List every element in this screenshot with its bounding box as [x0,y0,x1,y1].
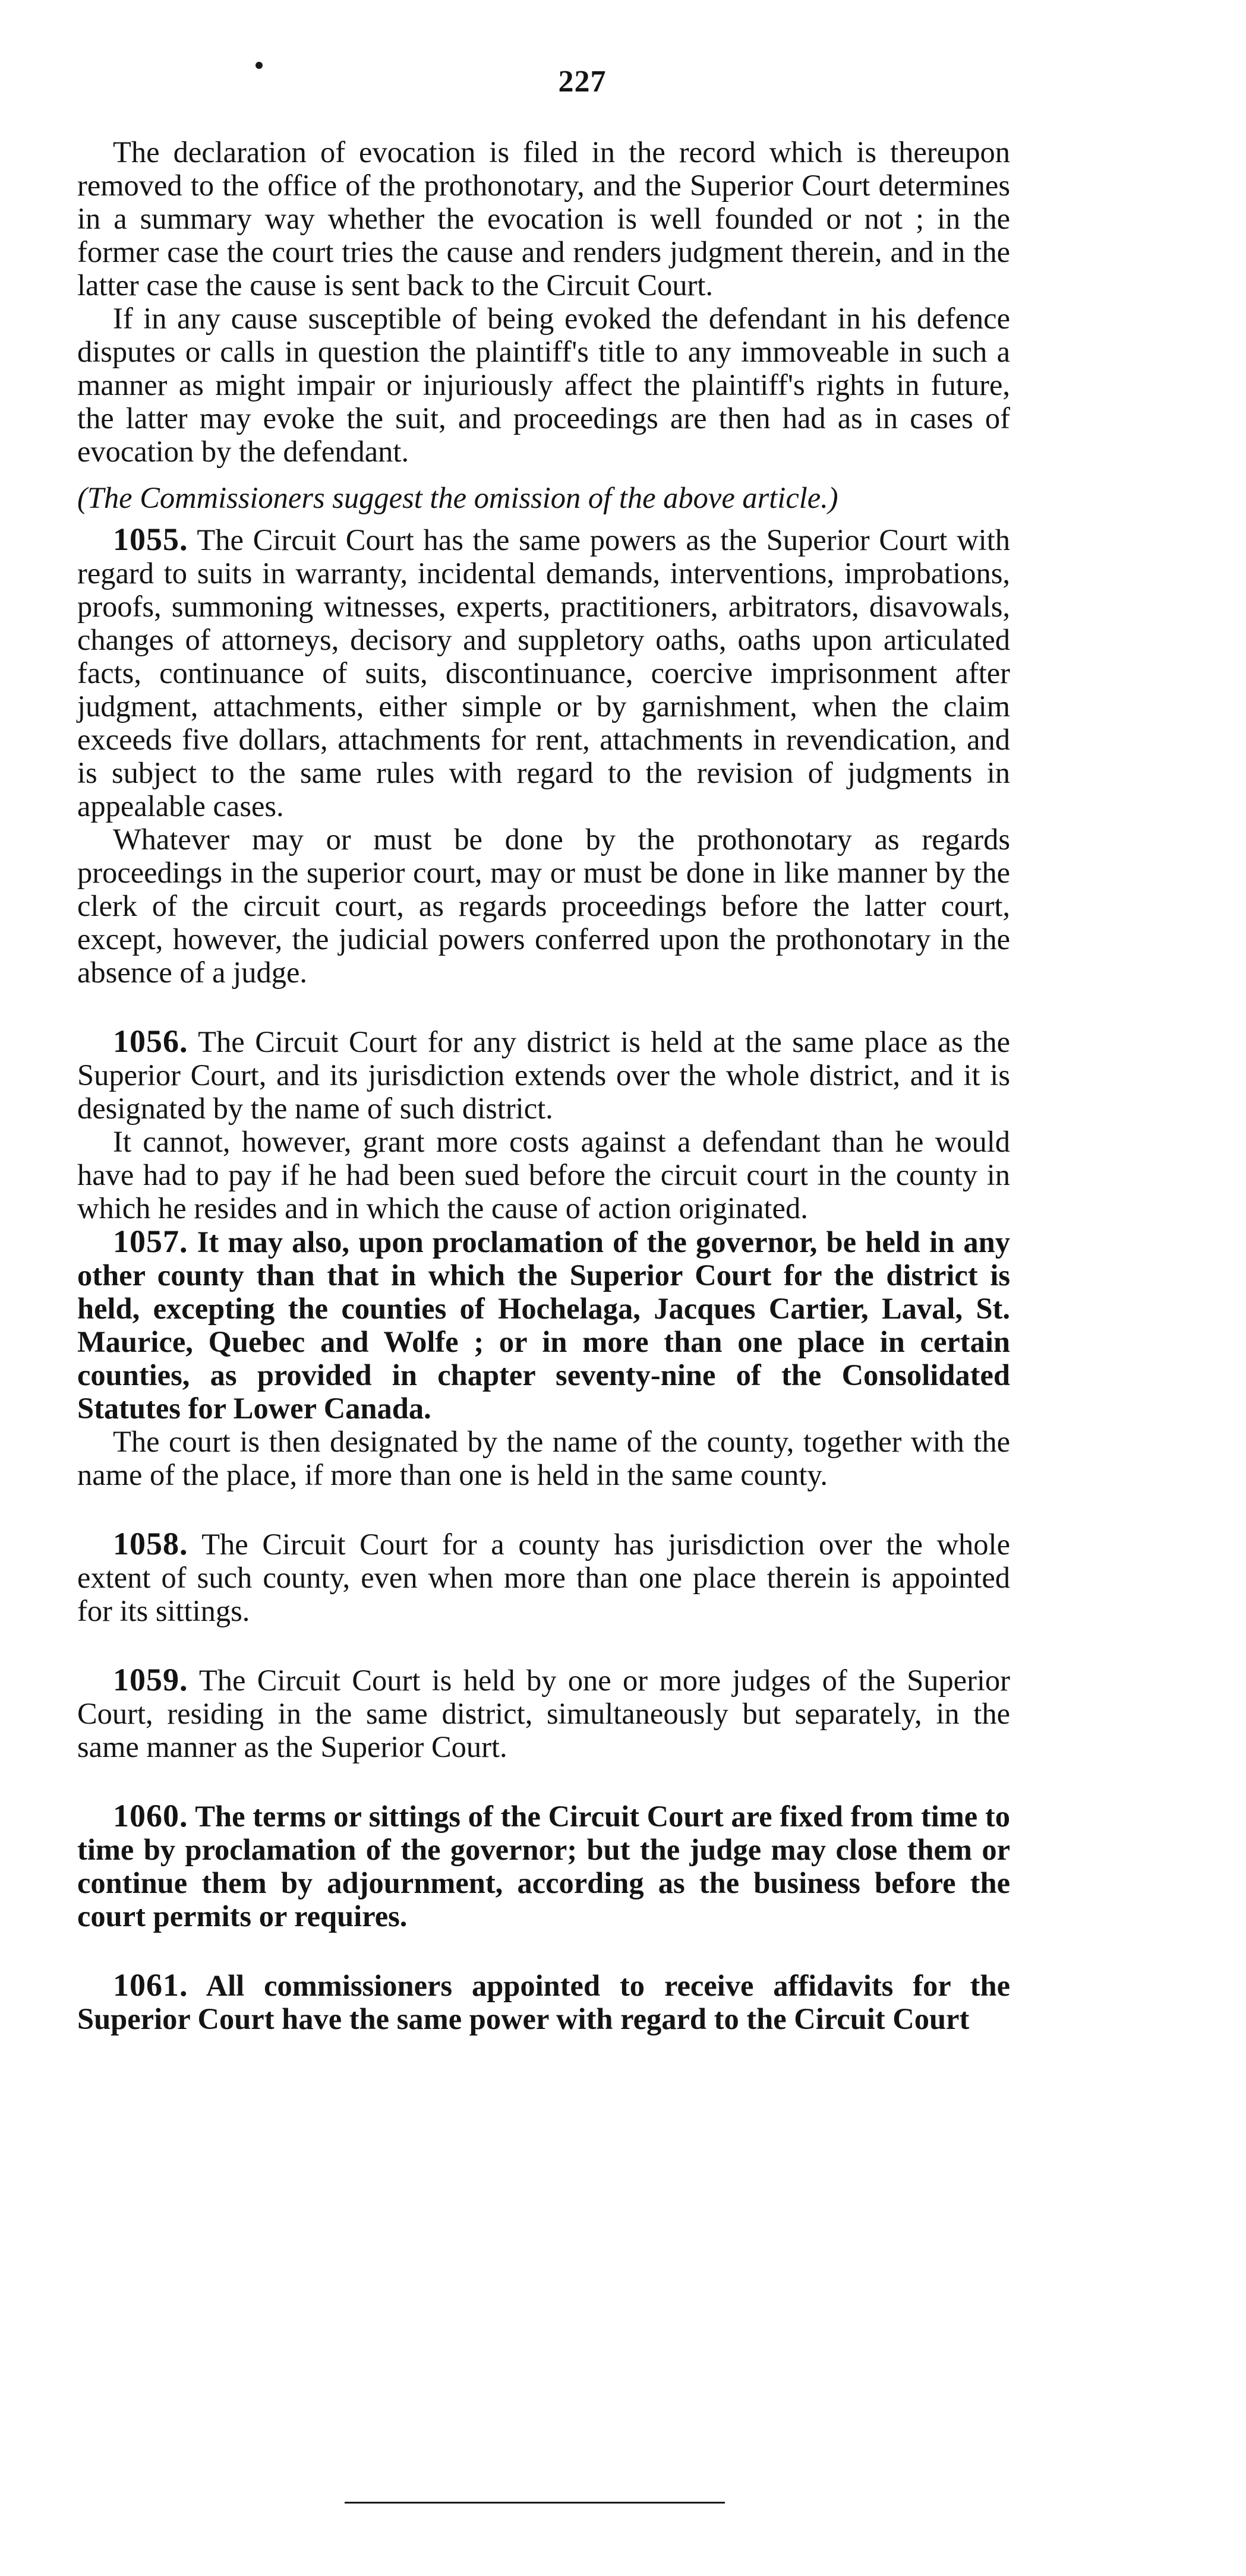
article-1061 [77,1968,1010,2035]
article-text: All commissioners appointed to receive affidavits for the Superior Court have the same power with regard to the Circuit Court [77,1969,1010,2035]
article-text: The Circuit Court is held by one or more judges of the Superior Court, residing in the same district, simultaneously but separately, in the same manner as the Superior Court. [77,1664,1010,1763]
article-1055 [77,523,1010,823]
article-1060 [77,1799,1010,1933]
paragraph-plaintiff-evoke: If in any cause susceptible of being evoked the defendant in his defence disputes or calls in question the plaintiff's title to any immoveable in such a manner as might impair or injuriously affect the plaintiff's rights in future, the latter may evoke the suit, and proceedings are then had as in cases of evocation by the defendant. [77,302,1010,468]
article-1056 [77,1025,1010,1125]
article-number: 1060. [113,1798,188,1834]
article-1058 [77,1527,1010,1627]
page-number: 227 [558,65,607,99]
body-text [77,135,1010,2035]
bottom-rule [345,2502,725,2504]
article-number: 1059. [113,1662,188,1698]
article-number: 1057. [113,1224,188,1259]
article-number: 1056. [113,1023,188,1059]
article-number: 1061. [113,1967,188,2003]
article-text: The terms or sittings of the Circuit Court are fixed from time to time by proclamation of the governor; but the judge may close them or continue them by adjournment, according as the business before the court permits or requires. [77,1800,1010,1933]
commissioners-note: (The Commissioners suggest the omission of the above article.) [77,481,838,514]
article-number: 1055. [113,521,188,557]
article-text: The Circuit Court for a county has jurisdiction over the whole extent of such county, even when more than one place therein is appointed for its sittings. [77,1528,1010,1627]
article-1057-paragraph-2: The court is then designated by the name of the county, together with the name of the place, if more than one is held in the same county. [77,1425,1010,1491]
article-1057 [77,1225,1010,1425]
article-text: The Circuit Court has the same powers as the Superior Court with regard to suits in warranty, incidental demands, interventions, improbations, proofs, summoning witnesses, experts, practitioners, arbitrators, disavowals, changes of attorneys, decisory and suppletory oaths, oaths upon articulated facts, continuance of suits, discontinuance, coercive imprisonment after judgment, attachments, either simple or by garnishment, when the claim exceeds five dollars, attachments for rent, attachments in revendication, and is subject to the same rules with regard to the revision of judgments in appealable cases. [77,523,1010,823]
article-text: It may also, upon proclamation of the governor, be held in any other county than that in which the Superior Court for the district is held, excepting the counties of Hochelaga, Jacques Cartier, Laval, St. Maurice, Quebec and Wolfe ; or in more than one place in certain counties, as provided in chapter seventy-nine of the Consolidated Statutes for Lower Canada. [77,1225,1011,1425]
article-number: 1058. [113,1526,188,1562]
article-text: The Circuit Court for any district is held at the same place as the Superior Court, and its jurisdiction extends over the whole district, and it is designated by the name of such district. [77,1025,1010,1125]
article-1055-paragraph-2: Whatever may or must be done by the prothonotary as regards proceedings in the superior court, may or must be done in like manner by the clerk of the circuit court, as regards proceedings before the latter court, except, however, the judicial powers conferred upon the prothonotary in the absence of a judge. [77,823,1010,989]
article-1059 [77,1663,1010,1763]
article-1056-paragraph-2: It cannot, however, grant more costs against a defendant than he would have had to pay if he had been sued before the circuit court in the county in which he resides and in which the cause of action originated. [77,1125,1010,1225]
paragraph-evocation-filing: The declaration of evocation is filed in the record which is thereupon removed to the office of the prothonotary, and the Superior Court determines in a summary way whether the evocation is well founded or not ; in the former case the court tries the cause and renders judgment therein, and in the latter case the cause is sent back to the Circuit Court. [77,135,1010,302]
